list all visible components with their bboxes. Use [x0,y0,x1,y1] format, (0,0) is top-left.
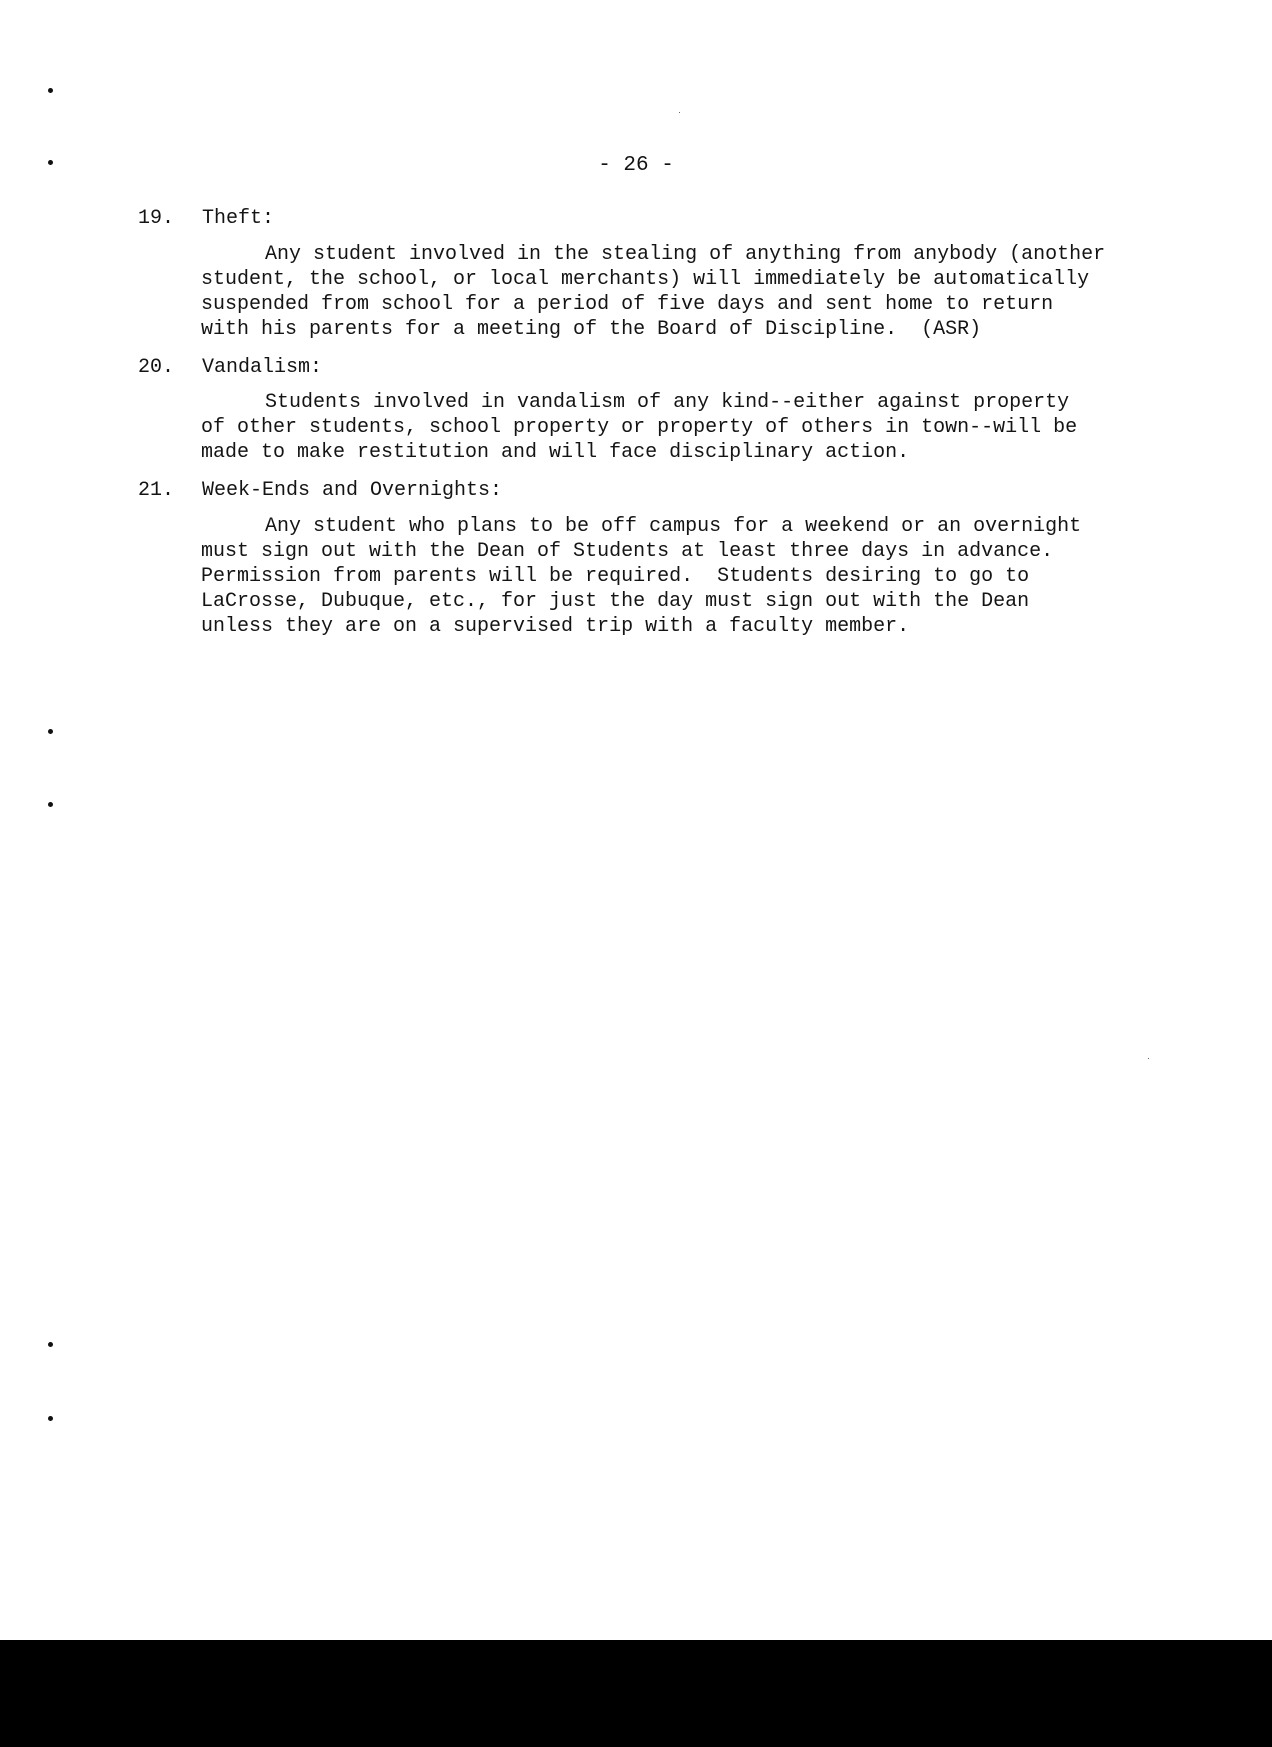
section-number: 20. [138,356,175,379]
section-heading-weekends [138,479,502,502]
body-line: Permission from parents will be required. Students desiring to go to [201,565,1030,588]
body-line: Any student who plans to be off campus for a weekend or an overnight [265,515,1082,538]
body-line: with his parents for a meeting of the Board of Discipline. (ASR) [201,318,982,341]
section-number: 21. [138,479,175,502]
section-title: Vandalism: [202,356,323,379]
body-line: Any student involved in the stealing of anything from anybody (another [265,243,1106,266]
body-line: must sign out with the Dean of Students at least three days in advance. [201,540,1054,563]
page-number: - 26 - [598,154,674,177]
binder-hole-mark [48,802,53,807]
scan-speck [1148,1058,1149,1059]
body-line: unless they are on a supervised trip with a faculty member. [201,615,910,638]
binder-hole-mark [48,729,53,734]
scan-border [0,1640,1272,1747]
binder-hole-mark [48,1416,53,1421]
binder-hole-mark [48,1342,53,1347]
body-line: LaCrosse, Dubuque, etc., for just the day must sign out with the Dean [201,590,1030,613]
binder-hole-mark [48,88,53,93]
body-line: suspended from school for a period of five days and sent home to return [201,293,1054,316]
section-number: 19. [138,207,175,230]
body-line: student, the school, or local merchants) will immediately be automatically [201,268,1090,291]
body-line: Students involved in vandalism of any kind--either against property [265,391,1070,414]
scan-speck [679,112,680,113]
section-title: Theft: [202,207,275,230]
body-line: made to make restitution and will face disciplinary action. [201,441,910,464]
section-body-weekends [201,514,1081,639]
section-title: Week-Ends and Overnights: [202,479,503,502]
body-line: of other students, school property or property of others in town--will be [201,416,1078,439]
section-heading-vandalism [138,356,322,379]
section-body-vandalism [201,390,1077,465]
section-body-theft [201,242,1105,342]
section-heading-theft [138,207,274,230]
